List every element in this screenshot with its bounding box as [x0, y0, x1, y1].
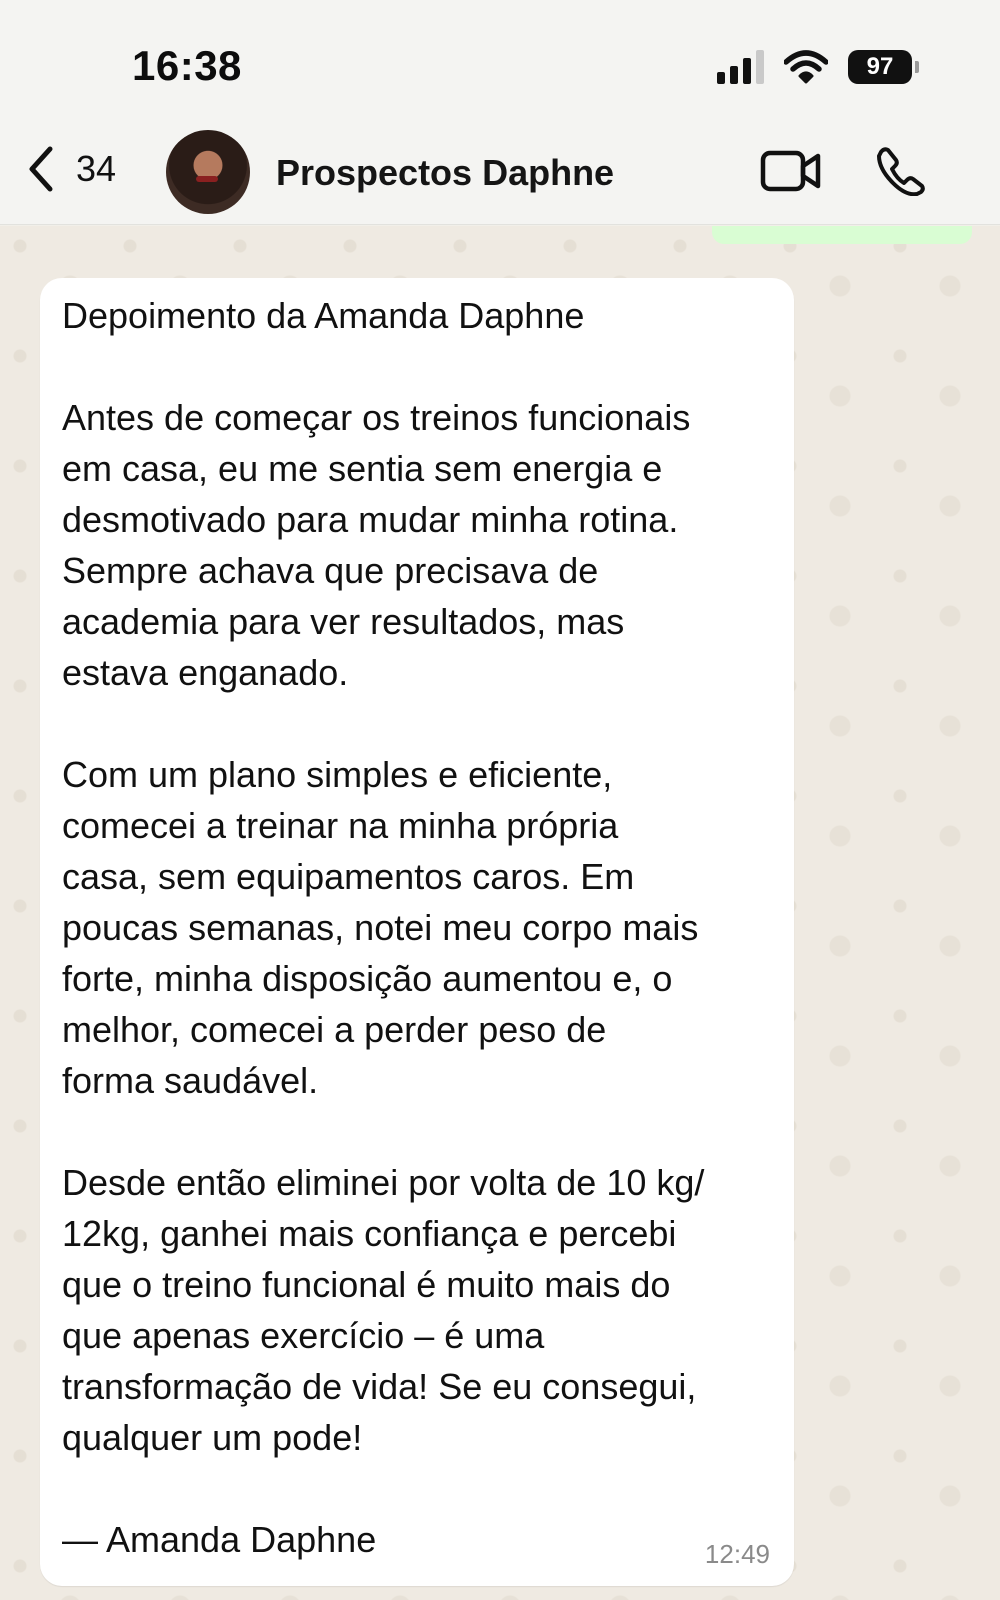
unread-count: 34	[76, 148, 117, 189]
phone-icon[interactable]	[876, 146, 926, 196]
incoming-message-bubble[interactable]	[40, 278, 794, 1586]
chat-header	[0, 120, 1000, 225]
wifi-icon	[784, 50, 828, 84]
status-bar	[0, 0, 1000, 120]
message-text: Depoimento da Amanda Daphne Antes de começar os treinos funcionais em casa, eu me sentia sem energia e desmotivado para mudar minha rotina. Sempre achava que precisava de academia para ver resultados, mas estava enganado. Com um plano simples e eficiente, comecei a treinar na minha própria casa, sem equipamentos caros. Em poucas semanas, notei meu corpo mais forte, minha disposição aumentou e, o melhor, comecei a perder peso de forma saudável. Desde então eliminei por volta de 10 kg/ 12kg, ganhei mais confiança e percebi que o treino funcional é muito mais do que apenas exercício – é uma transformação de vida! Se eu consegui, qualquer um pode! — Amanda Daphne	[62, 295, 705, 1560]
battery-level: 97	[866, 53, 894, 80]
signal-icon	[717, 50, 764, 84]
back-button[interactable]	[26, 145, 116, 193]
video-camera-icon[interactable]	[760, 148, 822, 194]
status-time: 16:38	[132, 42, 242, 89]
outgoing-message-bubble[interactable]	[712, 226, 972, 244]
avatar[interactable]	[166, 130, 250, 214]
battery-icon	[848, 50, 912, 84]
back-chevron-icon	[26, 145, 56, 193]
status-icons	[717, 48, 912, 86]
message-timestamp: 12:49	[704, 1539, 770, 1569]
contact-name[interactable]: Prospectos Daphne	[276, 152, 615, 193]
